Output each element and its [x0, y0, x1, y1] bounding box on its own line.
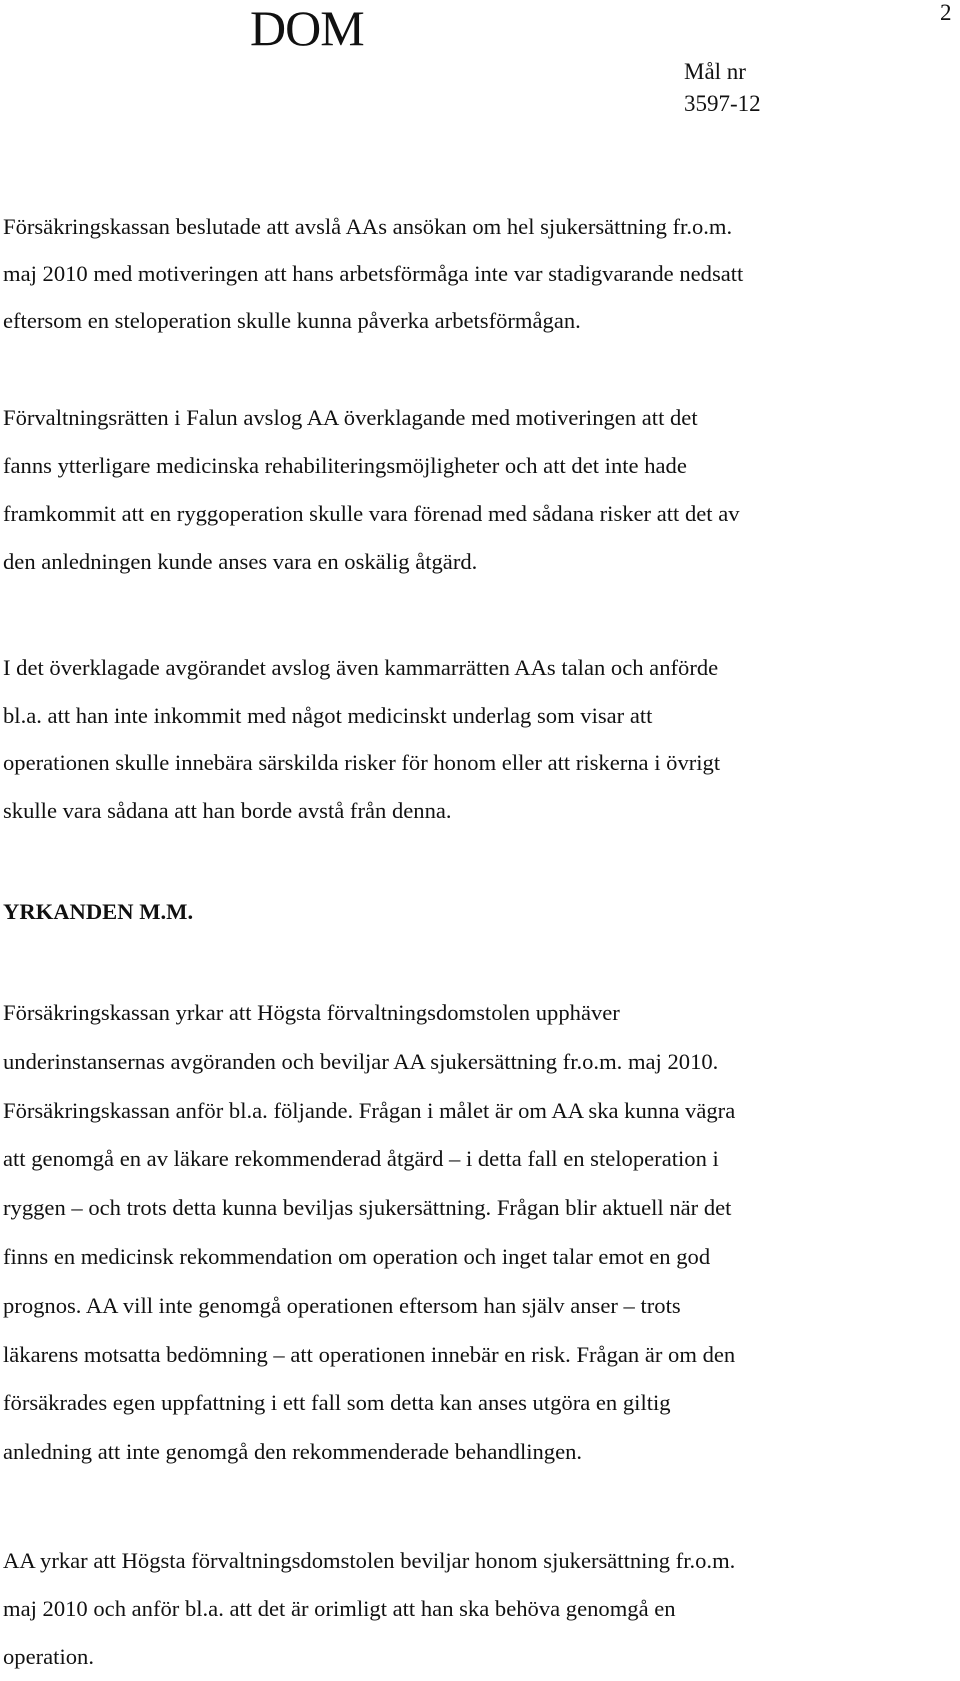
section-heading: YRKANDEN M.M. [3, 899, 194, 924]
text-line: Försäkringskassan beslutade att avslå AAs ansökan om hel sjukersättning fr.o.m. [3, 214, 733, 239]
text-line: att genomgå en av läkare rekommenderad åtgärd – i detta fall en steloperation i [3, 1146, 719, 1172]
text-line: prognos. AA vill inte genomgå operationen eftersom han själv anser – trots [3, 1292, 681, 1318]
text-line: den anledningen kunde anses vara en oskälig åtgärd. [3, 549, 478, 574]
text-line: underinstansernas avgöranden och beviljar AA sjukersättning fr.o.m. maj 2010. [3, 1048, 719, 1074]
text-line: skulle vara sådana att han borde avstå från denna. [3, 797, 452, 823]
text-line: finns en medicinsk rekommendation om operation och inget talar emot en god [3, 1243, 711, 1269]
paragraph-court-of-appeal [3, 644, 948, 834]
text-line: operationen skulle innebära särskilda risker för honom eller att riskerna i övrigt [3, 750, 721, 775]
case-number-label: Mål nr [684, 59, 746, 84]
text-line: framkommit att en ryggoperation skulle vara förenad med sådana risker att det av [3, 501, 740, 526]
text-line: försäkrades egen uppfattning i ett fall som detta kan anses utgöra en giltig [3, 1390, 671, 1416]
text-line: operation. [3, 1644, 94, 1669]
document-title: DOM [250, 0, 364, 56]
paragraph-decision [3, 203, 948, 344]
text-line: bl.a. att han inte inkommit med något medicinskt underlag som visar att [3, 702, 653, 728]
text-line: anledning att inte genomgå den rekommenderade behandlingen. [3, 1439, 583, 1465]
paragraph-claims-insurance [3, 989, 948, 1477]
text-line: maj 2010 och anför bl.a. att det är orimligt att han ska behöva genomgå en [3, 1596, 676, 1621]
text-line: ryggen – och trots detta kunna beviljas sjukersättning. Frågan blir aktuell när det [3, 1195, 732, 1221]
text-line: I det överklagade avgörandet avslog även kammarrätten AAs talan och anförde [3, 655, 719, 680]
case-number: 3597-12 [684, 91, 761, 116]
text-line: Försäkringskassan anför bl.a. följande. Frågan i målet är om AA ska kunna vägra [3, 1097, 736, 1123]
text-line: maj 2010 med motiveringen att hans arbetsförmåga inte var stadigvarande nedsatt [3, 261, 744, 286]
paragraph-claims-applicant [3, 1537, 948, 1681]
text-line: AA yrkar att Högsta förvaltningsdomstolen beviljar honom sjukersättning fr.o.m. [3, 1548, 736, 1573]
text-line: Försäkringskassan yrkar att Högsta förvaltningsdomstolen upphäver [3, 1000, 620, 1025]
text-line: läkarens motsatta bedömning – att operationen innebär en risk. Frågan är om den [3, 1341, 736, 1367]
page-number: 2 [940, 0, 952, 25]
paragraph-administrative-court [3, 394, 948, 586]
text-line: Förvaltningsrätten i Falun avslog AA överklagande med motiveringen att det [3, 405, 698, 430]
text-line: eftersom en steloperation skulle kunna påverka arbetsförmågan. [3, 308, 581, 333]
text-line: fanns ytterligare medicinska rehabiliteringsmöjligheter och att det inte hade [3, 453, 687, 478]
